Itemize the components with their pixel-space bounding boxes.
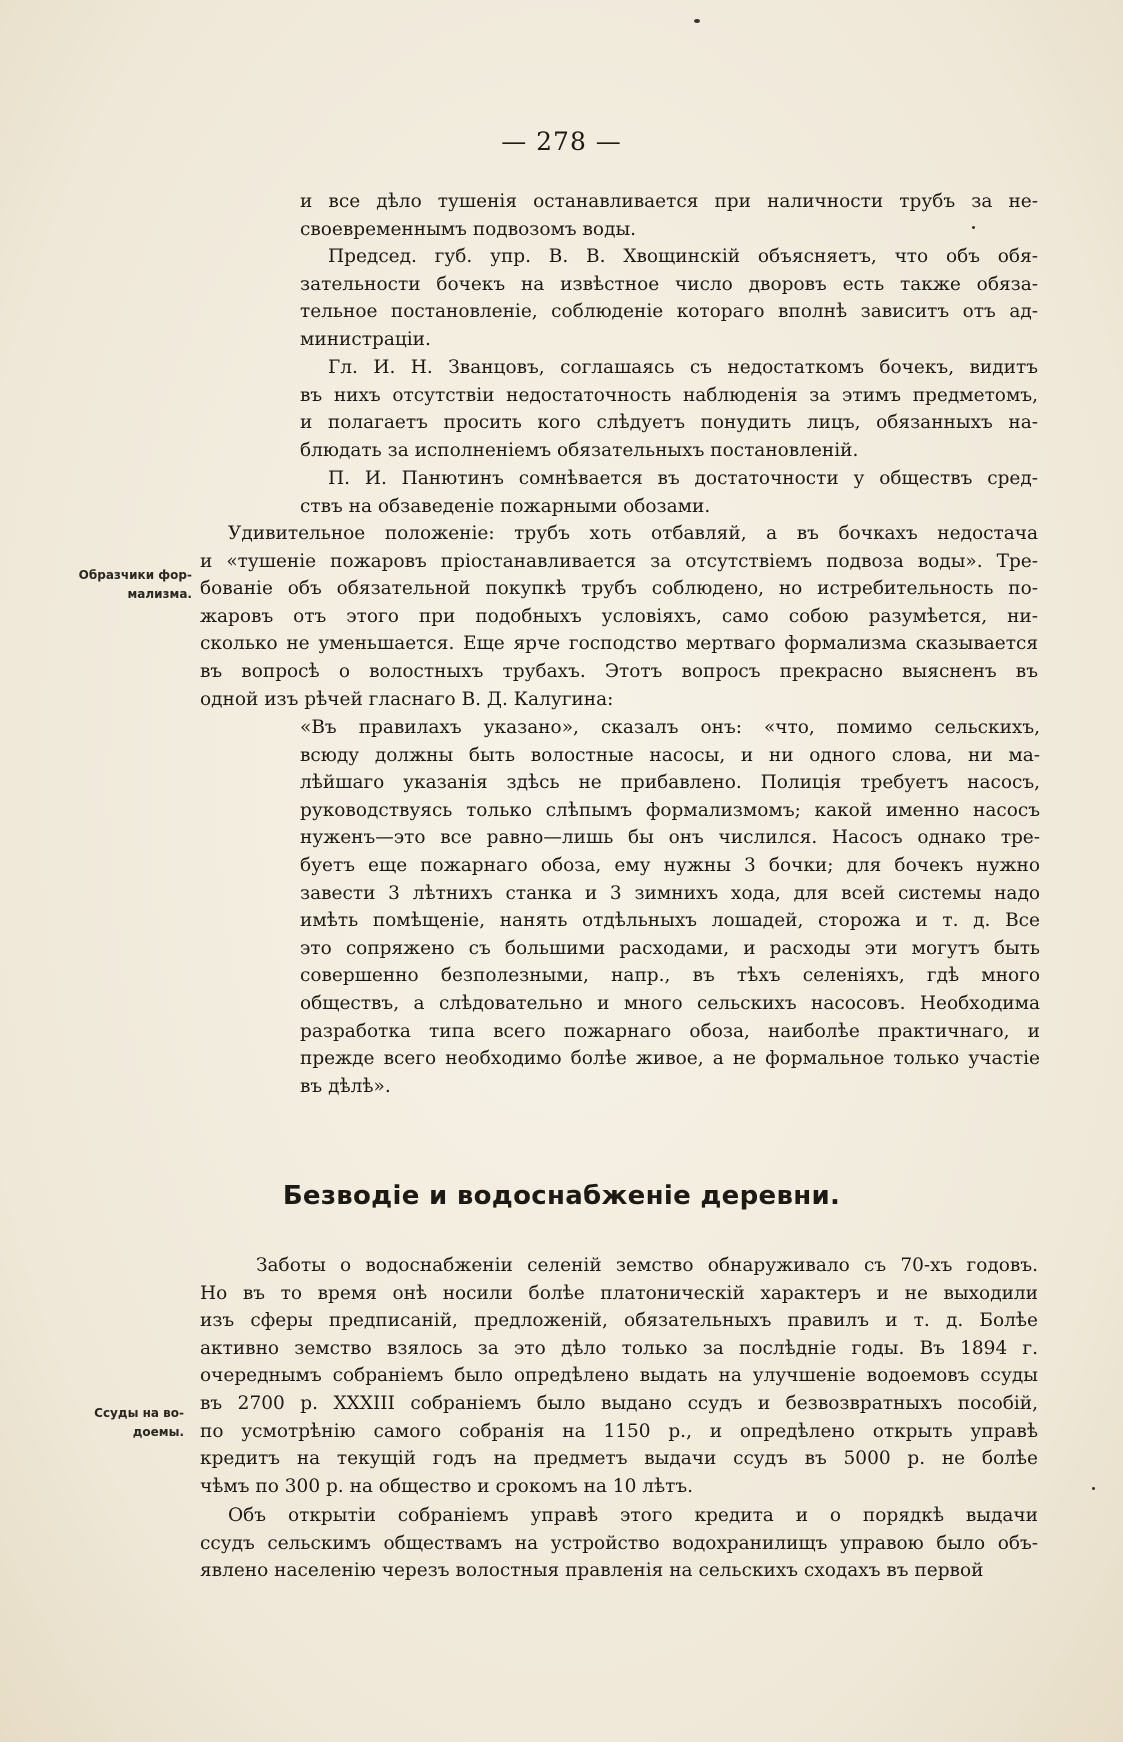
text-line: всюду должны быть волостные насосы, и ни одного слова, ни ма- (300, 744, 1040, 766)
text-line: активно земство взялось за это дѣло только за послѣдніе годы. Въ 1894 г. (200, 1337, 1038, 1359)
text-line: руководствуясь только слѣпымъ формализмомъ; какой именно насосъ (300, 799, 1040, 821)
side-note-line: доемы. (132, 1425, 184, 1439)
text-line: Председ. губ. упр. В. В. Хвощинскій объясняетъ, что объ обя- (328, 246, 1038, 267)
text-line: и все дѣло тушенія останавливается при наличности трубъ за не- (300, 191, 1038, 212)
text-line: П. И. Панютинъ сомнѣвается въ достаточности у обществъ сред- (328, 468, 1038, 489)
text-line: ссудъ сельскимъ обществамъ на устройство водохранилищъ управою было объ- (200, 1532, 1038, 1554)
paragraph-credit (200, 1502, 1038, 1585)
text-line: министраціи. (300, 328, 431, 350)
text-line: «Въ правилахъ указано», сказалъ онъ: «что, помимо сельскихъ, (300, 717, 1040, 738)
text-line: очереднымъ собраніемъ было опредѣлено выдать на улучшеніе водоемовъ ссуды (200, 1365, 1038, 1387)
text-line: жаровъ отъ этого при подобныхъ условіяхъ, само собою разумѣется, ни- (200, 605, 1038, 627)
text-line: по усмотрѣнію самого собранія на 1150 р., и опредѣлено открыть управѣ (200, 1420, 1038, 1442)
text-line: обществъ, а слѣдовательно и много сельскихъ насосовъ. Необходима (300, 992, 1040, 1014)
paragraph-water-supply (200, 1252, 1038, 1500)
text-line: Заботы о водоснабженіи селеній земство обнаруживало съ 70-хъ годовъ. (256, 1255, 1038, 1276)
side-note-line: мализма. (127, 587, 192, 601)
section-heading: Безводіе и водоснабженіе деревни. (282, 1181, 841, 1211)
text-line: нуженъ—это все равно—лишь бы онъ числился. Насосъ однако тре- (300, 827, 1040, 849)
text-line: буетъ еще пожарнаго обоза, ему нужны 3 бочки; для бочекъ нужно (300, 854, 1040, 876)
text-line: завести 3 лѣтнихъ станка и 3 зимнихъ хода, для всей системы надо (300, 882, 1040, 904)
text-line: Гл. И. Н. Званцовъ, соглашаясь съ недостаткомъ бочекъ, видитъ (328, 357, 1038, 378)
paragraph-khvoshchinsky (300, 243, 1038, 353)
side-note-line: Образчики фор- (78, 568, 192, 582)
text-line: зательности бочекъ на извѣстное число дворовъ есть также обяза- (300, 273, 1038, 295)
text-line: блюдать за исполненіемъ обязательныхъ постановленій. (300, 439, 859, 461)
text-line: разработка типа всего пожарнаго обоза, наиболѣе практичнаго, и (300, 1020, 1040, 1042)
paragraph-panyutin (300, 465, 1038, 520)
text-line: въ нихъ отсутствіи недостаточность наблюденія за этимъ предметомъ, (300, 384, 1038, 406)
text-line: Но въ то время онѣ носили болѣе платоническій характеръ и не выходили (200, 1282, 1038, 1304)
text-line: бованіе объ обязательной покупкѣ трубъ соблюдено, но истребительность по- (200, 578, 1038, 600)
text-line: совершенно безполезными, напр., въ тѣхъ селеніяхъ, гдѣ много (300, 965, 1040, 987)
text-line: тельное постановленіе, соблюденіе котораго вполнѣ зависитъ отъ ад- (300, 301, 1038, 323)
text-line: Удивительное положеніе: трубъ хоть отбавляй, а въ бочкахъ недостача (228, 523, 1038, 544)
text-line: въ вопросѣ о волостныхъ трубахъ. Этотъ вопросъ прекрасно выясненъ въ (200, 660, 1038, 682)
side-note-loans (52, 1404, 184, 1442)
text-line: чѣмъ по 300 р. на общество и срокомъ на 10 лѣтъ. (200, 1475, 694, 1497)
text-line: сколько не уменьшается. Еще ярче господство мертваго формализма сказывается (200, 633, 1038, 655)
side-note-line: Ссуды на во- (94, 1406, 184, 1420)
scan-speck (972, 226, 975, 229)
scan-speck (694, 19, 700, 23)
scan-speck (1092, 1487, 1095, 1490)
text-line: въ дѣлѣ». (300, 1075, 391, 1097)
text-line: и полагаетъ просить кого слѣдуетъ понудить лицъ, обязанныхъ на- (300, 412, 1038, 434)
text-line: прежде всего необходимо болѣе живое, а не формальное только участіе (300, 1048, 1040, 1070)
text-line: изъ сферы предписаній, предложеній, обязательныхъ правилъ и т. д. Болѣе (200, 1310, 1038, 1332)
text-line: своевременнымъ подвозомъ воды. (300, 218, 637, 240)
text-line: въ 2700 р. XXXIII собраніемъ было выдано ссудъ и безвозвратныхъ пособій, (200, 1392, 1038, 1414)
page-number: — 278 — (501, 127, 622, 156)
paragraph-formalism (200, 520, 1038, 713)
side-note-formalism (52, 566, 192, 604)
text-line: ствъ на обзаведеніе пожарными обозами. (300, 495, 711, 517)
text-line: Объ открытіи собраніемъ управѣ этого кредита и о порядкѣ выдачи (228, 1505, 1038, 1526)
text-line: кредитъ на текущій годъ на предметъ выдачи ссудъ въ 5000 р. не болѣе (200, 1448, 1038, 1470)
text-line: лѣйшаго указанія здѣсь не прибавлено. Полиція требуетъ насосъ, (300, 772, 1040, 794)
paragraph-continued (300, 188, 1038, 243)
text-line: явлено населенію черезъ волостныя правленія на сельскихъ сходахъ въ первой (200, 1560, 984, 1582)
text-line: это сопряжено съ большими расходами, и расходы эти могутъ быть (300, 937, 1040, 959)
text-line: и «тушеніе пожаровъ пріостанавливается за отсутствіемъ подвоза воды». Тре- (200, 550, 1038, 572)
text-line: одной изъ рѣчей гласнаго В. Д. Калугина: (200, 688, 614, 710)
text-line: имѣть помѣщеніе, нанять отдѣльныхъ лошадей, сторожа и т. д. Все (300, 910, 1040, 932)
paragraph-zvantsov (300, 354, 1038, 464)
quote-kalugin (300, 714, 1040, 1100)
